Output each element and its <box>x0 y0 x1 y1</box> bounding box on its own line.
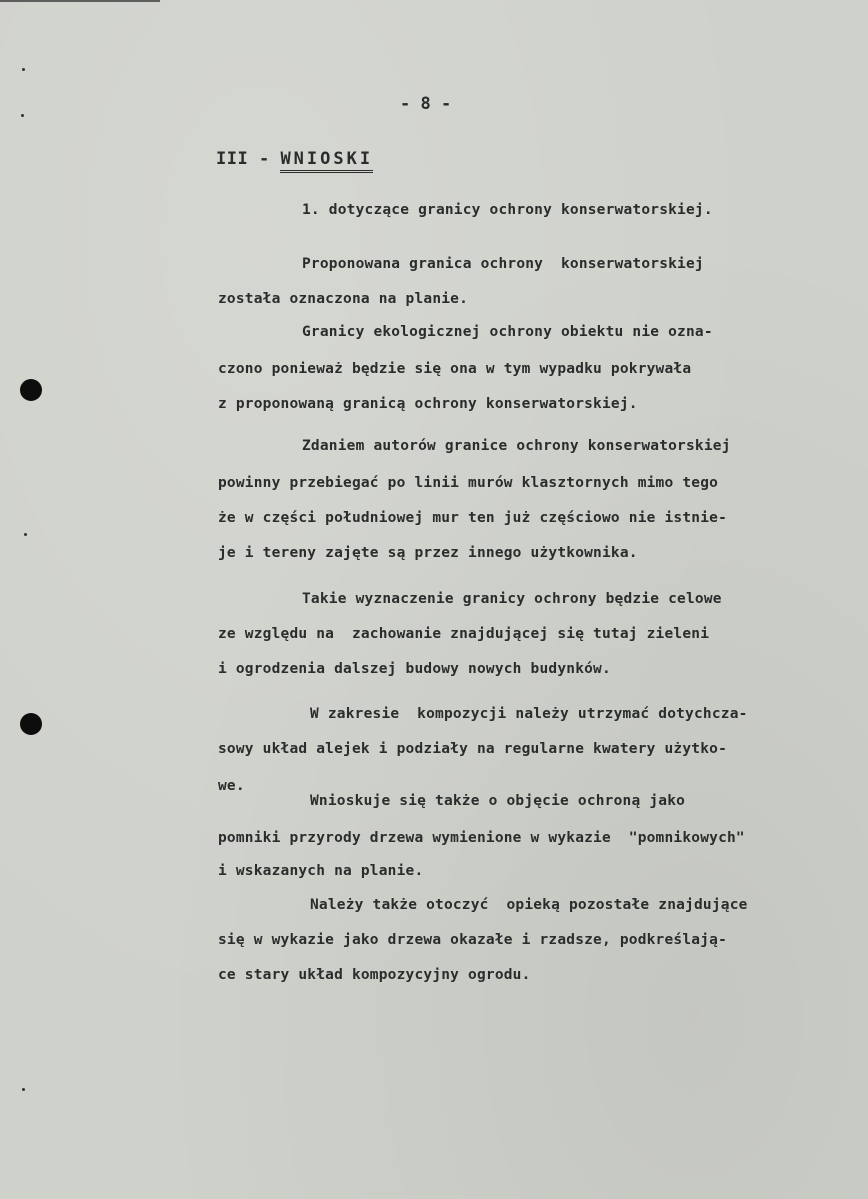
text-line: że w części południowej mur ten już częściowo nie istnie- <box>218 510 727 526</box>
section-heading <box>216 149 373 169</box>
subheading: 1. dotyczące granicy ochrony konserwatorskiej. <box>302 202 713 218</box>
text-line: się w wykazie jako drzewa okazałe i rzadsze, podkreślają- <box>218 932 727 948</box>
page-number: - 8 - <box>400 94 452 114</box>
text-line: ze względu na zachowanie znajdującej się tutaj zieleni <box>218 626 710 642</box>
text-line: sowy układ alejek i podziały na regularne kwatery użytko- <box>218 741 727 757</box>
text-line: czono ponieważ będzie się ona w tym wypadku pokrywała <box>218 361 692 377</box>
paper-speck <box>22 1088 25 1091</box>
text-line: Takie wyznaczenie granicy ochrony będzie celowe <box>302 591 722 607</box>
text-line: Należy także otoczyć opieką pozostałe znajdujące <box>310 897 748 913</box>
paper-speck <box>24 533 27 536</box>
text-line: została oznaczona na planie. <box>218 291 469 307</box>
text-line: powinny przebiegać po linii murów klasztornych mimo tego <box>218 475 719 491</box>
text-line: je i tereny zajęte są przez innego użytkownika. <box>218 545 638 561</box>
section-title: WNIOSKI <box>280 149 373 173</box>
text-line: i wskazanych na planie. <box>218 863 424 879</box>
paper-speck <box>21 114 24 117</box>
text-line: pomniki przyrody drzewa wymienione w wykazie "pomnikowych" <box>218 830 745 846</box>
punch-hole-upper <box>20 379 42 401</box>
paper-speck <box>22 68 25 71</box>
text-line: z proponowaną granicą ochrony konserwatorskiej. <box>218 396 638 412</box>
paper-edge-shadow <box>0 0 160 2</box>
section-number: III - <box>216 149 270 169</box>
text-line: i ogrodzenia dalszej budowy nowych budynków. <box>218 661 611 677</box>
text-line: ce stary układ kompozycyjny ogrodu. <box>218 967 531 983</box>
text-line: Proponowana granica ochrony konserwatorskiej <box>302 256 704 272</box>
text-line: Granicy ekologicznej ochrony obiektu nie ozna- <box>302 324 713 340</box>
text-line: Wnioskuje się także o objęcie ochroną jako <box>310 793 686 809</box>
text-line: W zakresie kompozycji należy utrzymać dotychcza- <box>310 706 748 722</box>
text-line: Zdaniem autorów granice ochrony konserwatorskiej <box>302 438 731 454</box>
punch-hole-lower <box>20 713 42 735</box>
text-line: we. <box>218 778 245 794</box>
